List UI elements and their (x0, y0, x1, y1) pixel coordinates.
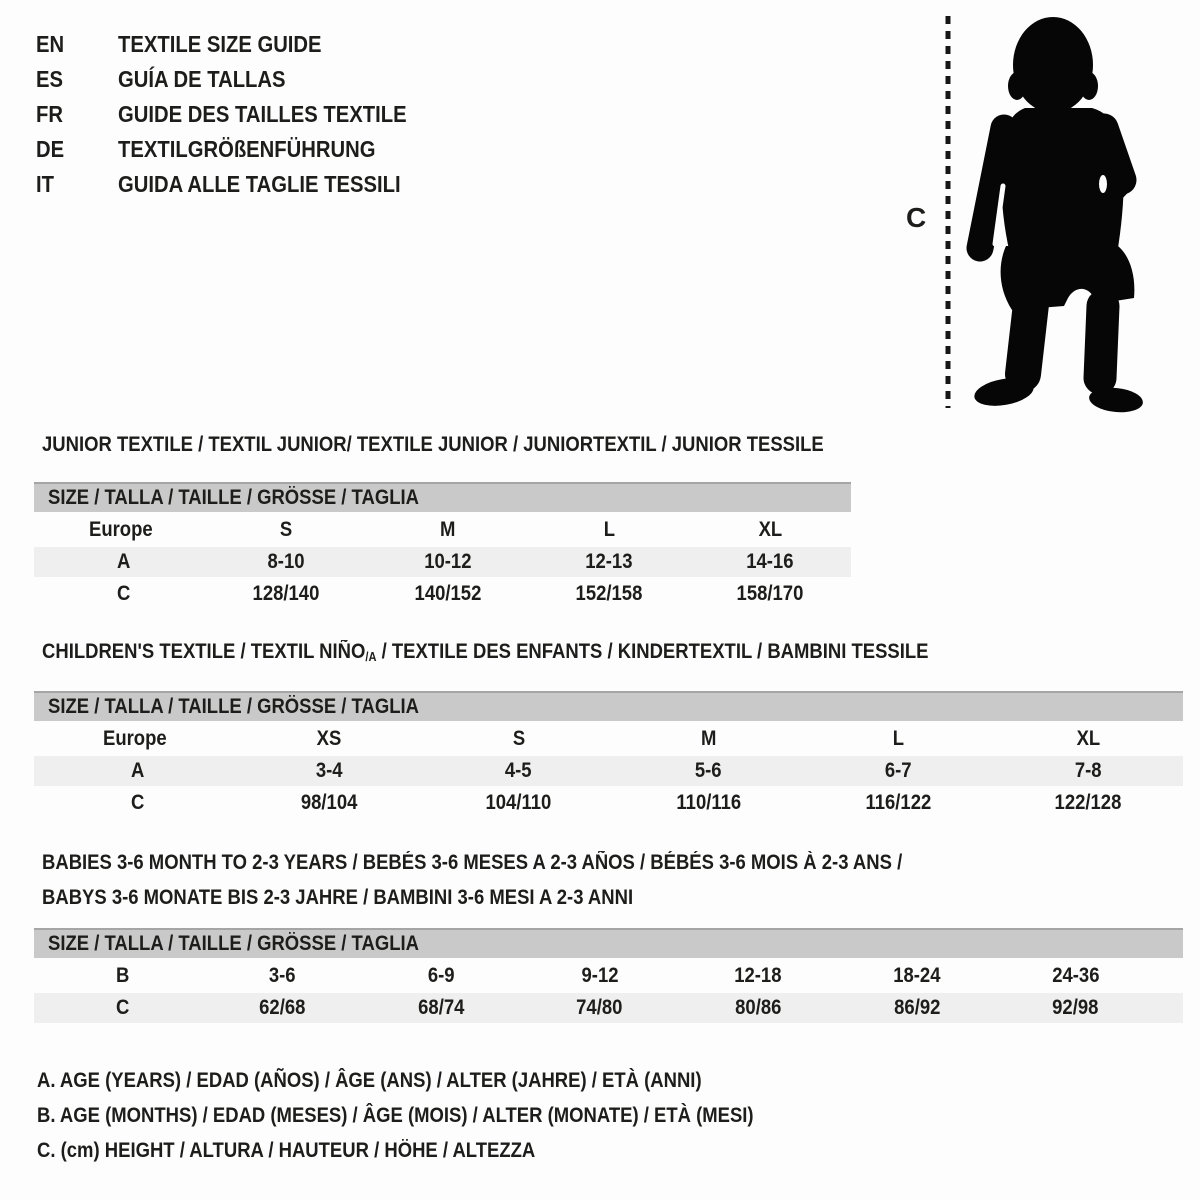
lang-title: GUIDA ALLE TAGLIE TESSILI (118, 171, 401, 197)
size-cell: 3-4 (315, 759, 343, 782)
size-cell: 104/110 (485, 791, 552, 814)
row-label: Europe (102, 727, 167, 750)
size-cell: 110/116 (676, 791, 741, 814)
table-row-europe (34, 515, 851, 545)
baby-silhouette-icon (900, 8, 1162, 420)
size-cell: 12-13 (585, 550, 633, 573)
size-table-header: SIZE / TALLA / TAILLE / GRÖSSE / TAGLIA (34, 691, 1183, 721)
size-cell: 86/92 (893, 996, 941, 1019)
lang-title: TEXTILE SIZE GUIDE (118, 31, 322, 57)
size-cell: 122/128 (1054, 791, 1122, 814)
junior-section-title: JUNIOR TEXTILE / TEXTIL JUNIOR/ TEXTILE JUNIOR / JUNIORTEXTIL / JUNIOR TESSILE (42, 433, 824, 456)
size-cell: XL (758, 518, 783, 541)
size-cell: 62/68 (258, 996, 306, 1019)
size-cell: S (512, 727, 525, 750)
row-label: A (131, 759, 145, 782)
lang-code: IT (36, 171, 54, 197)
lang-row-de (36, 132, 446, 167)
size-table-header: SIZE / TALLA / TAILLE / GRÖSSE / TAGLIA (34, 482, 851, 512)
size-cell: 98/104 (300, 791, 358, 814)
height-label: C (906, 202, 927, 233)
size-cell: 116/122 (865, 791, 932, 814)
size-cell: 24-36 (1052, 964, 1100, 987)
size-cell: 92/98 (1052, 996, 1099, 1019)
size-cell: L (892, 727, 904, 750)
table-row-height (34, 788, 1183, 818)
size-cell: 4-5 (505, 759, 532, 782)
babies-section-title: BABIES 3-6 MONTH TO 2-3 YEARS / BEBÉS 3-6 MESES A 2-3 AÑOS / BÉBÉS 3-6 MOIS À 2-3 ANS / BABYS 3-6 MONATE BIS 2-3 JAHRE / BAMBINI 3-6 MESI A 2-3 ANNI (42, 851, 903, 909)
children-section-title: CHILDREN'S TEXTILE / TEXTIL NIÑO/A / TEXTILE DES ENFANTS / KINDERTEXTIL / BAMBINI TESSILE (42, 640, 929, 664)
size-cell: 6-9 (427, 964, 455, 987)
row-label: B (115, 964, 130, 987)
legend-line-b: B. AGE (MONTHS) / EDAD (MESES) / ÂGE (MOIS) / ALTER (MONATE) / ETÀ (MESI) (37, 1104, 754, 1127)
table-row-height (34, 993, 1183, 1023)
size-table-header: SIZE / TALLA / TAILLE / GRÖSSE / TAGLIA (34, 928, 1183, 958)
size-cell: 158/170 (736, 582, 804, 605)
size-cell: 74/80 (576, 996, 623, 1019)
size-cell: 68/74 (417, 996, 464, 1019)
size-cell: 140/152 (414, 582, 481, 605)
size-cell: 12-18 (734, 964, 782, 987)
children-size-table (34, 691, 1183, 820)
table-row-months (34, 961, 1183, 991)
size-cell: 9-12 (581, 964, 619, 987)
size-cell: 7-8 (1074, 759, 1102, 782)
row-label: Europe (88, 518, 153, 541)
size-cell: 18-24 (893, 964, 941, 987)
legend-line-c: C. (cm) HEIGHT / ALTURA / HAUTEUR / HÖHE / ALTEZZA (37, 1139, 536, 1162)
size-cell: XS (316, 727, 342, 750)
table-row-europe (34, 724, 1183, 754)
lang-row-fr (36, 97, 446, 132)
size-cell: 152/158 (575, 582, 643, 605)
lang-code: DE (36, 136, 65, 162)
lang-code: EN (36, 31, 65, 57)
legend (37, 1063, 851, 1168)
lang-title: GUÍA DE TALLAS (118, 66, 286, 92)
lang-title: GUIDE DES TAILLES TEXTILE (118, 101, 407, 127)
lang-code: ES (36, 66, 64, 92)
lang-title: TEXTILGRÖßENFÜHRUNG (118, 136, 376, 162)
legend-line-a: A. AGE (YEARS) / EDAD (AÑOS) / ÂGE (ANS) / ALTER (JAHRE) / ETÀ (ANNI) (37, 1069, 702, 1092)
height-figure (900, 8, 1162, 420)
row-label: C (115, 996, 130, 1019)
size-cell: 6-7 (884, 759, 912, 782)
row-label: C (117, 582, 131, 605)
size-cell: S (279, 518, 293, 541)
size-cell: 10-12 (423, 550, 472, 573)
babies-size-table (34, 928, 1183, 1025)
table-row-age (34, 756, 1183, 786)
row-label: A (117, 550, 131, 573)
size-cell: XL (1076, 727, 1100, 750)
junior-size-table (34, 482, 851, 611)
size-cell: M (439, 518, 456, 541)
language-header (36, 27, 446, 202)
row-label: C (131, 791, 145, 814)
table-row-age (34, 547, 851, 577)
lang-row-it (36, 167, 446, 202)
lang-row-en (36, 27, 446, 62)
size-cell: 5-6 (695, 759, 722, 782)
lang-row-es (36, 62, 446, 97)
lang-code: FR (36, 101, 63, 127)
size-cell: 80/86 (735, 996, 782, 1019)
size-cell: 128/140 (252, 582, 320, 605)
title-subscript: /A (365, 650, 377, 664)
size-cell: 14-16 (746, 550, 794, 573)
table-row-height (34, 579, 851, 609)
size-cell: 8-10 (267, 550, 305, 573)
size-cell: L (603, 518, 615, 541)
size-cell: M (700, 727, 717, 750)
size-cell: 3-6 (268, 964, 296, 987)
